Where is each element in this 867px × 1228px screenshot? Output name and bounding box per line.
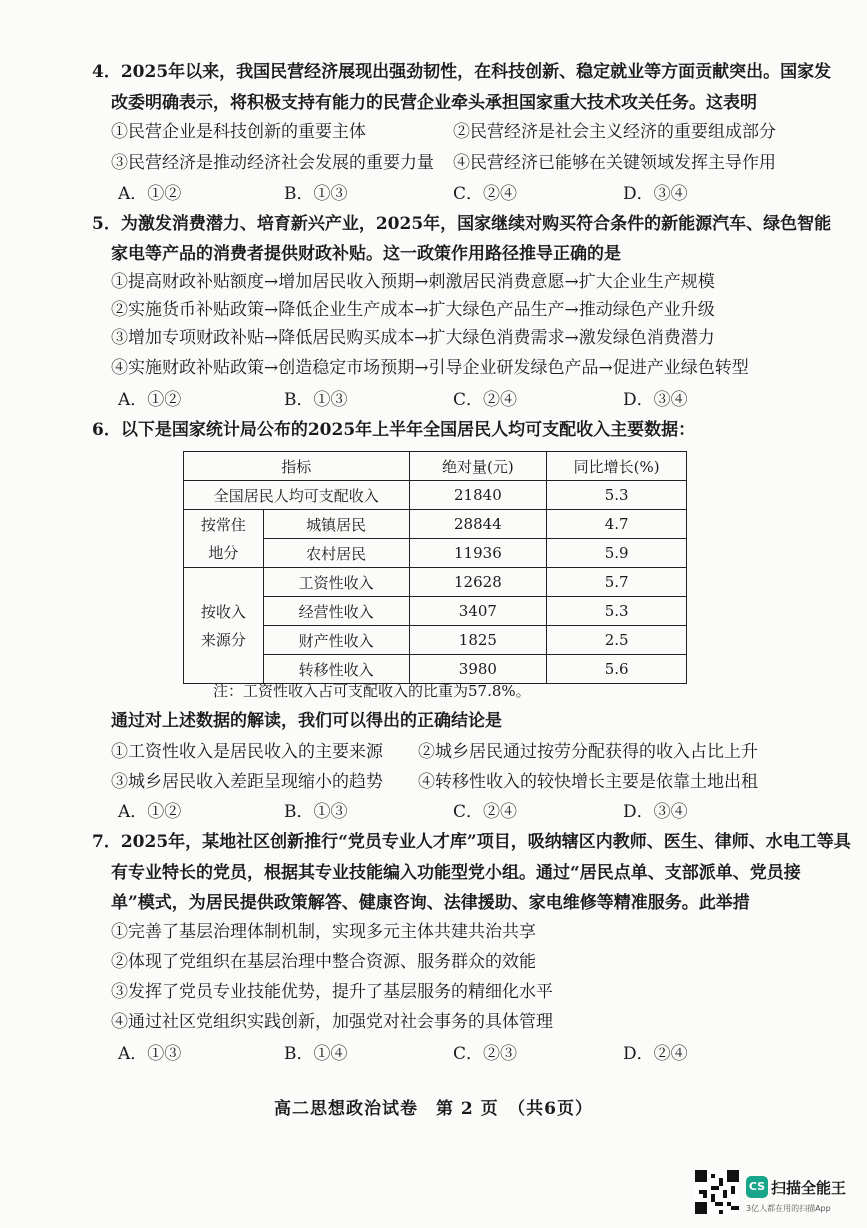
q5-stem-line-2: 家电等产品的消费者提供财政补贴。这一政策作用路径推导正确的是 bbox=[111, 244, 621, 264]
q6-option-c: C．②④ bbox=[453, 802, 518, 822]
q4-option-d: D．③④ bbox=[623, 184, 688, 204]
q6-statement-2: ②城乡居民通过按劳分配获得的收入占比上升 bbox=[418, 742, 758, 762]
q4-statement-1: ①民营企业是科技创新的重要主体 bbox=[111, 122, 366, 142]
q6-stem-line-1: 6．以下是国家统计局公布的2025年上半年全国居民人均可支配收入主要数据： bbox=[92, 420, 696, 440]
q4-statement-3: ③民营经济是推动经济社会发展的重要力量 bbox=[111, 153, 434, 173]
qr-code-icon bbox=[695, 1170, 739, 1214]
q7-option-d: D．②④ bbox=[623, 1044, 688, 1064]
source-property-growth: 2.5 bbox=[547, 626, 687, 655]
q6-option-d: D．③④ bbox=[623, 802, 688, 822]
q5-statement-4: ④实施财政补贴政策→创造稳定市场预期→引导企业研发绿色产品→促进产业绿色转型 bbox=[111, 358, 749, 378]
q7-statement-3: ③发挥了党员专业技能优势，提升了基层服务的精细化水平 bbox=[111, 982, 553, 1002]
residence-rural-label: 农村居民 bbox=[263, 539, 409, 568]
q4-statement-4: ④民营经济已能够在关键领域发挥主导作用 bbox=[453, 153, 776, 173]
group-source-label: 按收入 来源分 bbox=[184, 568, 264, 684]
table-header-row bbox=[184, 452, 687, 481]
q7-option-a: A．①③ bbox=[118, 1044, 182, 1064]
q7-option-b: B．①④ bbox=[284, 1044, 348, 1064]
source-transfer-growth: 5.6 bbox=[547, 655, 687, 684]
q6-statement-1: ①工资性收入是居民收入的主要来源 bbox=[111, 742, 383, 762]
q7-statement-2: ②体现了党组织在基层治理中整合资源、服务群众的效能 bbox=[111, 952, 536, 972]
q4-stem-line-2: 改委明确表示，将积极支持有能力的民营企业牵头承担国家重大技术攻关任务。这表明 bbox=[111, 93, 757, 113]
source-property-value: 1825 bbox=[409, 626, 547, 655]
residence-urban-growth: 4.7 bbox=[547, 510, 687, 539]
source-transfer-value: 3980 bbox=[409, 655, 547, 684]
q5-option-d: D．③④ bbox=[623, 390, 688, 410]
q4-option-b: B．①③ bbox=[284, 184, 348, 204]
q4-stem-line-1: 4．2025年以来，我国民营经济展现出强劲韧性，在科技创新、稳定就业等方面贡献突出。国家发 bbox=[92, 62, 832, 82]
table-note: 注：工资性收入占可支配收入的比重为57.8%。 bbox=[213, 682, 531, 700]
cs-logo-icon: CS bbox=[746, 1176, 768, 1198]
q5-option-c: C．②④ bbox=[453, 390, 518, 410]
total-growth: 5.3 bbox=[547, 481, 687, 510]
source-business-growth: 5.3 bbox=[547, 597, 687, 626]
q6-option-a: A．①② bbox=[118, 802, 182, 822]
q5-stem-line-1: 5．为激发消费潜力、培育新兴产业，2025年，国家继续对购买符合条件的新能源汽车、绿色智能 bbox=[92, 214, 832, 234]
q5-statement-1: ①提高财政补贴额度→增加居民收入预期→刺激居民消费意愿→扩大企业生产规模 bbox=[111, 272, 715, 292]
q7-stem-line-2: 有专业特长的党员，根据其专业技能编入功能型党小组。通过“居民点单、支部派单、党员接 bbox=[111, 863, 801, 883]
q7-option-c: C．②③ bbox=[453, 1044, 518, 1064]
source-wage-value: 12628 bbox=[409, 568, 547, 597]
q4-statement-2: ②民营经济是社会主义经济的重要组成部分 bbox=[453, 122, 776, 142]
income-data-table bbox=[183, 451, 687, 684]
page-footer: 高二思想政治试卷 第 2 页 （共6页） bbox=[274, 1099, 593, 1119]
scanner-brand bbox=[746, 1176, 846, 1198]
header-absolute: 绝对量(元) bbox=[409, 452, 547, 481]
q7-stem-line-3: 单”模式，为居民提供政策解答、健康咨询、法律援助、家电维修等精准服务。此举措 bbox=[111, 893, 750, 913]
source-wage-growth: 5.7 bbox=[547, 568, 687, 597]
q6-statement-3: ③城乡居民收入差距呈现缩小的趋势 bbox=[111, 772, 383, 792]
source-transfer-label: 转移性收入 bbox=[263, 655, 409, 684]
table-row-total bbox=[184, 481, 687, 510]
group-residence-label: 按常住 地分 bbox=[184, 510, 264, 568]
header-indicator: 指标 bbox=[184, 452, 410, 481]
source-property-label: 财产性收入 bbox=[263, 626, 409, 655]
header-growth: 同比增长(%) bbox=[547, 452, 687, 481]
q6-option-b: B．①③ bbox=[284, 802, 348, 822]
total-label: 全国居民人均可支配收入 bbox=[184, 481, 410, 510]
q5-option-a: A．①② bbox=[118, 390, 182, 410]
source-business-value: 3407 bbox=[409, 597, 547, 626]
q5-option-b: B．①③ bbox=[284, 390, 348, 410]
q7-statement-1: ①完善了基层治理体制机制，实现多元主体共建共治共享 bbox=[111, 922, 536, 942]
total-value: 21840 bbox=[409, 481, 547, 510]
q6-statement-4: ④转移性收入的较快增长主要是依靠土地出租 bbox=[418, 772, 758, 792]
q4-option-a: A．①② bbox=[118, 184, 182, 204]
q5-statement-2: ②实施货币补贴政策→降低企业生产成本→扩大绿色产品生产→推动绿色产业升级 bbox=[111, 300, 715, 320]
table-row bbox=[184, 510, 687, 539]
q6-prompt: 通过对上述数据的解读，我们可以得出的正确结论是 bbox=[111, 711, 502, 731]
brand-tagline: 3亿人都在用的扫描App bbox=[746, 1204, 831, 1213]
residence-rural-growth: 5.9 bbox=[547, 539, 687, 568]
source-business-label: 经营性收入 bbox=[263, 597, 409, 626]
residence-rural-value: 11936 bbox=[409, 539, 547, 568]
residence-urban-label: 城镇居民 bbox=[263, 510, 409, 539]
q7-stem-line-1: 7．2025年，某地社区创新推行“党员专业人才库”项目，吸纳辖区内教师、医生、律师、水电工等具 bbox=[92, 832, 851, 852]
q5-statement-3: ③增加专项财政补贴→降低居民购买成本→扩大绿色消费需求→激发绿色消费潜力 bbox=[111, 328, 715, 348]
q4-option-c: C．②④ bbox=[453, 184, 518, 204]
residence-urban-value: 28844 bbox=[409, 510, 547, 539]
source-wage-label: 工资性收入 bbox=[263, 568, 409, 597]
table-row bbox=[184, 568, 687, 597]
q7-statement-4: ④通过社区党组织实践创新，加强党对社会事务的具体管理 bbox=[111, 1012, 553, 1032]
brand-name: 扫描全能王 bbox=[771, 1178, 847, 1197]
